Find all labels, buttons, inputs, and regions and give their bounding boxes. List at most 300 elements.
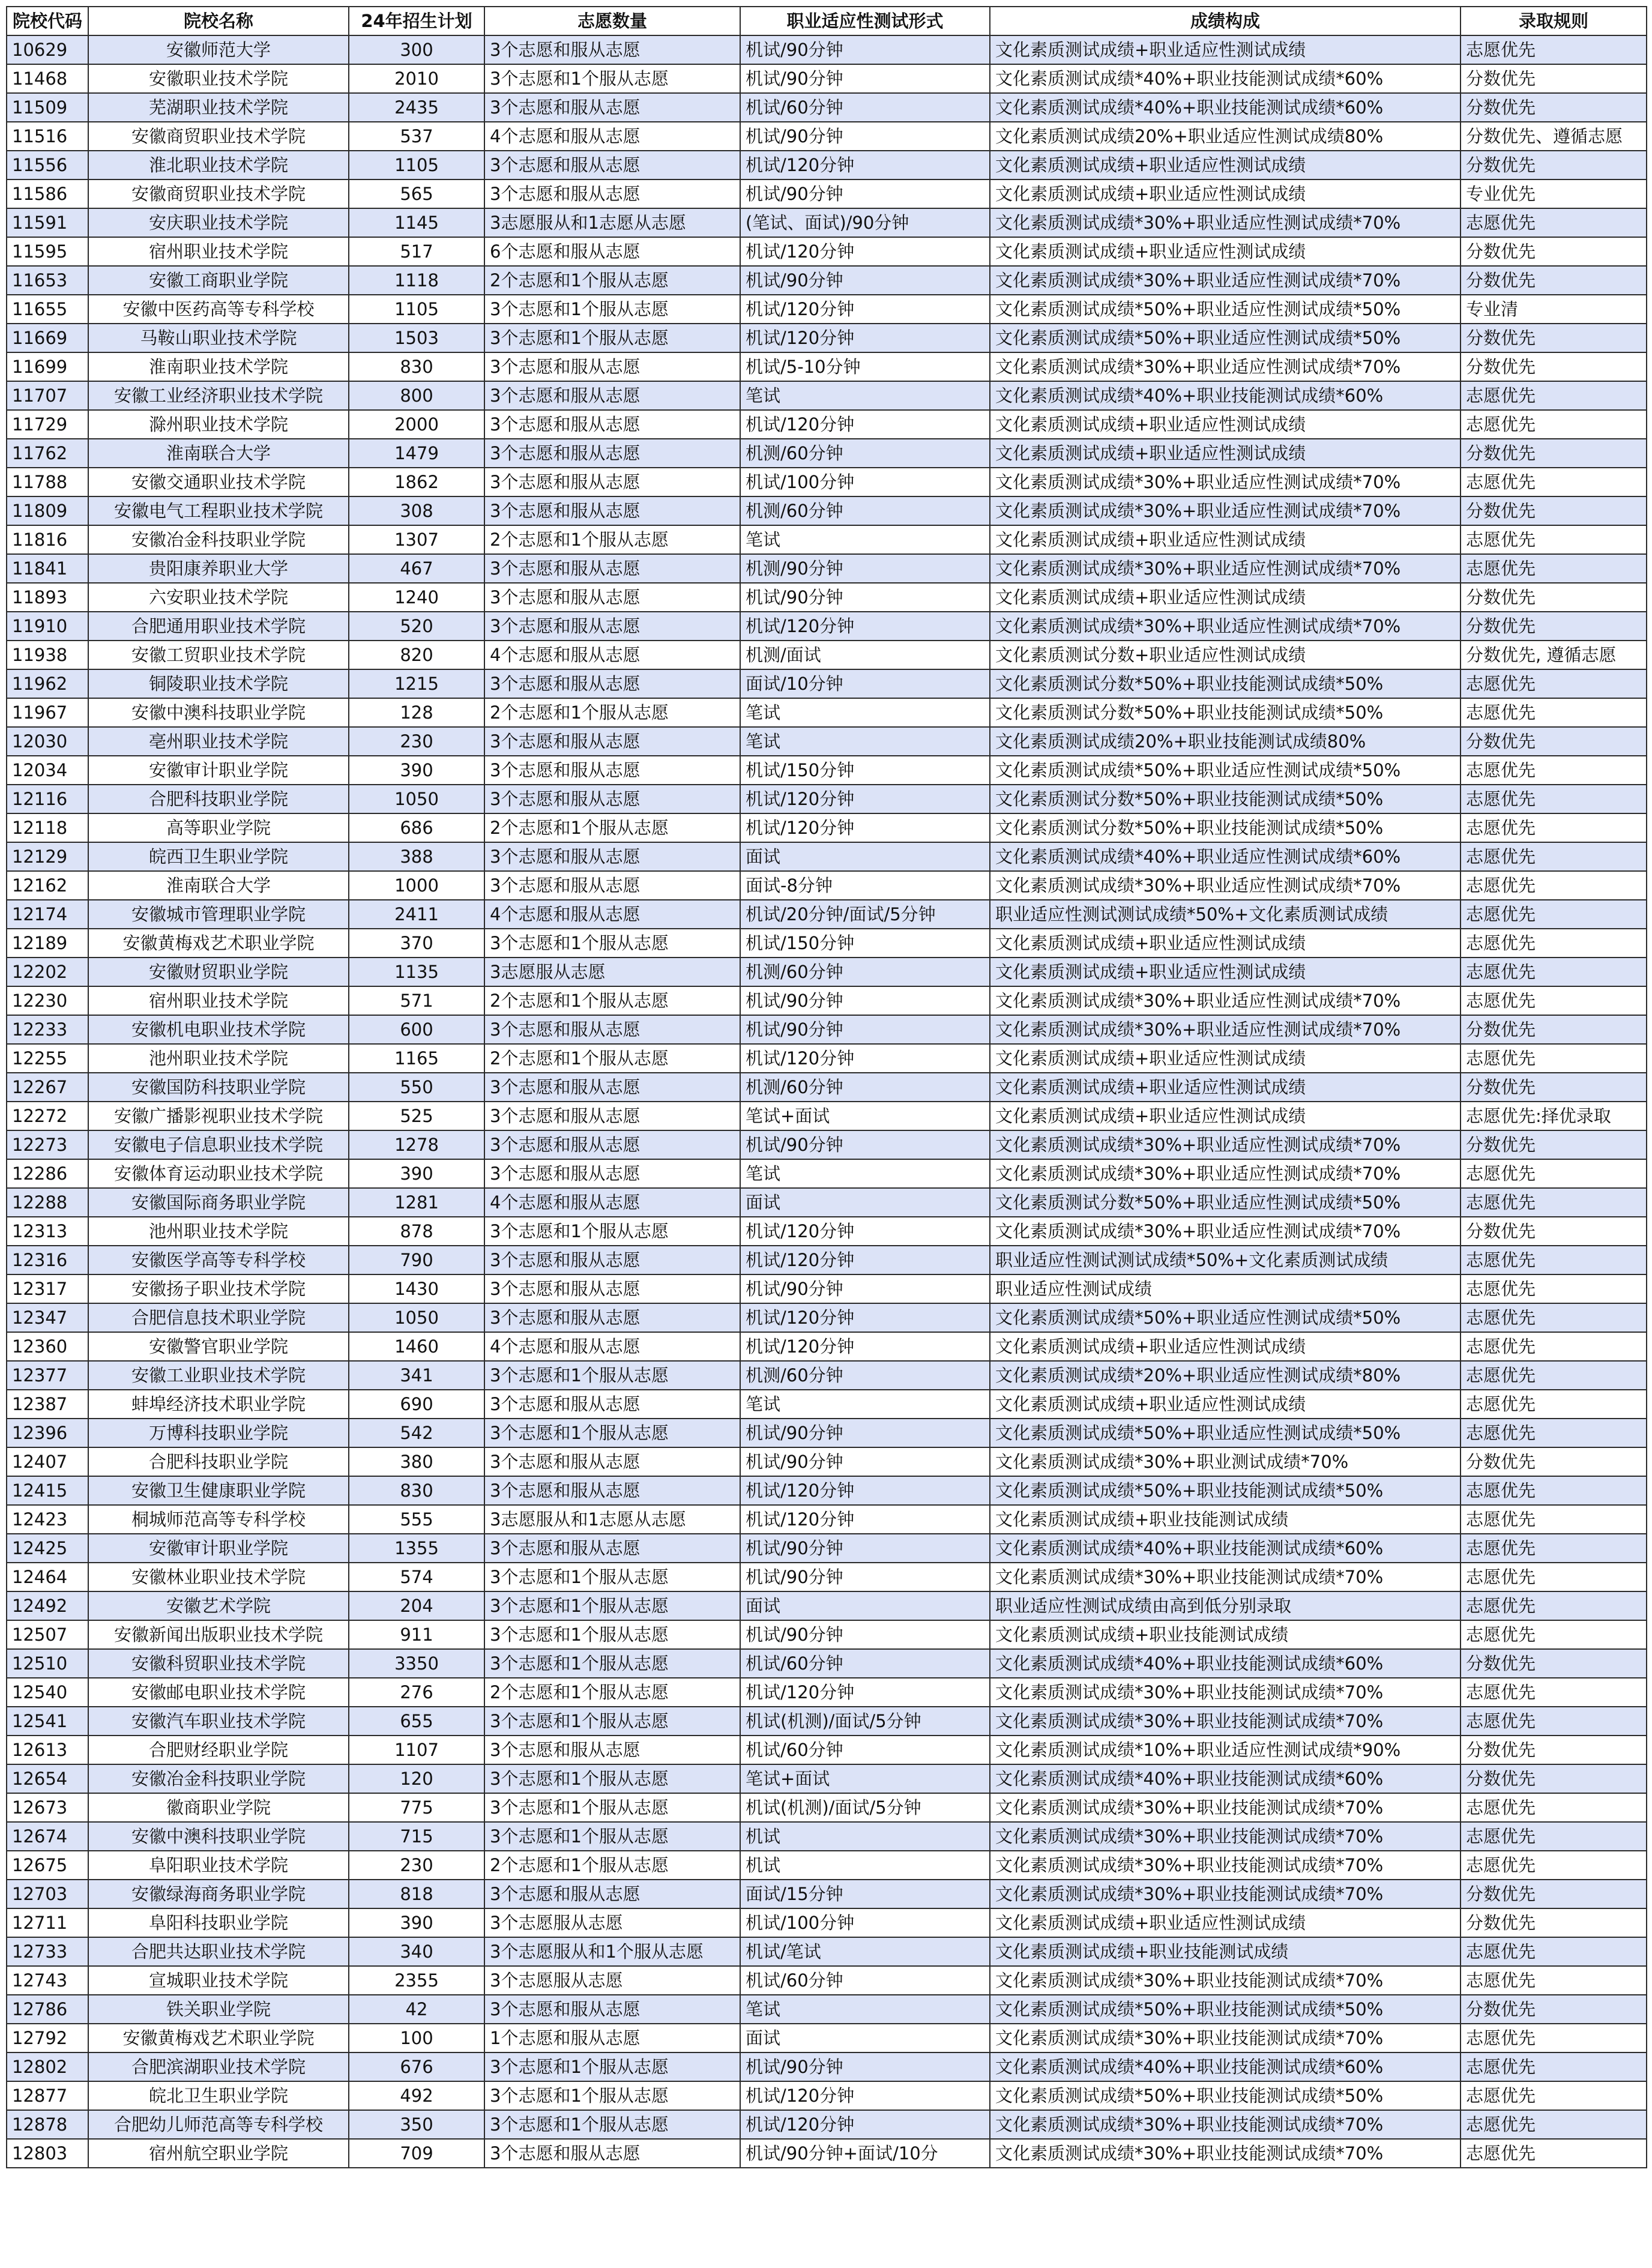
- cell-score-composition: 文化素质测试成绩*30%+职业适应性测试成绩*70%: [990, 871, 1461, 900]
- cell-volunteer-count: 3个志愿和服从志愿: [484, 1274, 740, 1303]
- cell-school-code: 11591: [7, 208, 88, 237]
- cell-school-name: 合肥滨湖职业技术学院: [88, 2052, 349, 2081]
- cell-school-name: 铜陵职业技术学院: [88, 669, 349, 698]
- table-row: [7, 1851, 1647, 1880]
- table-row: [7, 1102, 1647, 1130]
- cell-test-format: 面试: [740, 1188, 990, 1217]
- cell-enrollment-plan: 1862: [349, 468, 484, 496]
- cell-enrollment-plan: 390: [349, 1908, 484, 1937]
- cell-test-format: 机试/90分钟: [740, 583, 990, 612]
- cell-test-format: 机试/60分钟: [740, 1736, 990, 1764]
- cell-school-name: 合肥共达职业技术学院: [88, 1937, 349, 1966]
- table-row: [7, 237, 1647, 266]
- cell-score-composition: 文化素质测试成绩*30%+职业技能测试成绩*70%: [990, 1851, 1461, 1880]
- cell-score-composition: 文化素质测试成绩+职业适应性测试成绩: [990, 583, 1461, 612]
- cell-school-code: 12272: [7, 1102, 88, 1130]
- cell-school-name: 合肥科技职业学院: [88, 785, 349, 813]
- cell-school-name: 合肥财经职业学院: [88, 1736, 349, 1764]
- cell-admission-rule: 分数优先: [1461, 1736, 1647, 1764]
- cell-volunteer-count: 4个志愿和服从志愿: [484, 900, 740, 929]
- cell-enrollment-plan: 790: [349, 1246, 484, 1274]
- cell-admission-rule: 志愿优先: [1461, 669, 1647, 698]
- cell-volunteer-count: 3个志愿和服从志愿: [484, 842, 740, 871]
- cell-admission-rule: 志愿优先: [1461, 756, 1647, 785]
- cell-school-name: 安徽警官职业学院: [88, 1332, 349, 1361]
- table-row: [7, 1130, 1647, 1159]
- header-row: [7, 7, 1647, 35]
- cell-school-name: 宿州职业技术学院: [88, 986, 349, 1015]
- cell-score-composition: 文化素质测试分数*50%+职业技能测试成绩*50%: [990, 669, 1461, 698]
- cell-admission-rule: 分数优先: [1461, 237, 1647, 266]
- cell-school-name: 安徽商贸职业技术学院: [88, 179, 349, 208]
- cell-school-name: 高等职业学院: [88, 813, 349, 842]
- cell-score-composition: 文化素质测试成绩*50%+职业适应性测试成绩*50%: [990, 756, 1461, 785]
- cell-school-code: 11841: [7, 554, 88, 583]
- cell-score-composition: 文化素质测试成绩*30%+职业技能测试成绩*70%: [990, 1678, 1461, 1707]
- cell-score-composition: 文化素质测试成绩*30%+职业适应性测试成绩*70%: [990, 496, 1461, 525]
- cell-school-name: 安徽国防科技职业学院: [88, 1073, 349, 1102]
- cell-school-code: 12273: [7, 1130, 88, 1159]
- cell-volunteer-count: 3个志愿和服从志愿: [484, 410, 740, 439]
- cell-score-composition: 文化素质测试成绩*40%+职业适应性测试成绩*60%: [990, 842, 1461, 871]
- cell-score-composition: 文化素质测试成绩+职业适应性测试成绩: [990, 1102, 1461, 1130]
- cell-test-format: 机试/120分钟: [740, 151, 990, 179]
- cell-volunteer-count: 3个志愿和1个服从志愿: [484, 1591, 740, 1620]
- cell-enrollment-plan: 128: [349, 698, 484, 727]
- table-row: [7, 813, 1647, 842]
- cell-school-name: 池州职业技术学院: [88, 1044, 349, 1073]
- cell-school-code: 12415: [7, 1476, 88, 1505]
- cell-enrollment-plan: 2010: [349, 64, 484, 93]
- cell-school-code: 12313: [7, 1217, 88, 1246]
- table-row: [7, 1159, 1647, 1188]
- cell-enrollment-plan: 492: [349, 2081, 484, 2110]
- cell-school-code: 12711: [7, 1908, 88, 1937]
- cell-admission-rule: 志愿优先: [1461, 958, 1647, 986]
- cell-admission-rule: 分数优先: [1461, 583, 1647, 612]
- cell-admission-rule: 志愿优先: [1461, 1044, 1647, 1073]
- cell-score-composition: 文化素质测试成绩+职业适应性测试成绩: [990, 525, 1461, 554]
- cell-enrollment-plan: 2000: [349, 410, 484, 439]
- cell-score-composition: 文化素质测试成绩+职业适应性测试成绩: [990, 1044, 1461, 1073]
- cell-score-composition: 文化素质测试成绩+职业适应性测试成绩: [990, 958, 1461, 986]
- table-row: [7, 1303, 1647, 1332]
- cell-admission-rule: 志愿优先: [1461, 381, 1647, 410]
- cell-school-code: 12654: [7, 1764, 88, 1793]
- cell-school-code: 11962: [7, 669, 88, 698]
- table-row: [7, 1476, 1647, 1505]
- cell-score-composition: 文化素质测试成绩*30%+职业适应性测试成绩*70%: [990, 352, 1461, 381]
- cell-school-code: 11938: [7, 641, 88, 669]
- cell-test-format: 机试/150分钟: [740, 929, 990, 958]
- cell-test-format: 机试/100分钟: [740, 1908, 990, 1937]
- cell-school-code: 12425: [7, 1534, 88, 1563]
- cell-volunteer-count: 4个志愿和服从志愿: [484, 641, 740, 669]
- cell-school-code: 11468: [7, 64, 88, 93]
- cell-enrollment-plan: 1503: [349, 324, 484, 352]
- cell-school-code: 12675: [7, 1851, 88, 1880]
- cell-admission-rule: 志愿优先: [1461, 1591, 1647, 1620]
- cell-enrollment-plan: 340: [349, 1937, 484, 1966]
- cell-test-format: 机试/笔试: [740, 1937, 990, 1966]
- cell-score-composition: 文化素质测试成绩*50%+职业技能测试成绩*50%: [990, 1476, 1461, 1505]
- cell-test-format: 机试/90分钟+面试/10分: [740, 2139, 990, 2168]
- table-row: [7, 958, 1647, 986]
- cell-admission-rule: 分数优先: [1461, 1880, 1647, 1908]
- table-row: [7, 1563, 1647, 1591]
- cell-school-name: 安徽电气工程职业技术学院: [88, 496, 349, 525]
- cell-enrollment-plan: 300: [349, 35, 484, 64]
- cell-volunteer-count: 3个志愿和服从志愿: [484, 179, 740, 208]
- cell-volunteer-count: 3志愿服从志愿: [484, 958, 740, 986]
- cell-school-code: 12786: [7, 1995, 88, 2024]
- cell-school-name: 合肥科技职业学院: [88, 1447, 349, 1476]
- cell-enrollment-plan: 775: [349, 1793, 484, 1822]
- table-row: [7, 2024, 1647, 2052]
- cell-enrollment-plan: 555: [349, 1505, 484, 1534]
- cell-school-name: 皖西卫生职业学院: [88, 842, 349, 871]
- cell-score-composition: 文化素质测试成绩*30%+职业技能测试成绩*70%: [990, 1880, 1461, 1908]
- table-row: [7, 583, 1647, 612]
- table-row: [7, 2081, 1647, 2110]
- cell-school-name: 安徽工贸职业技术学院: [88, 641, 349, 669]
- cell-enrollment-plan: 690: [349, 1390, 484, 1419]
- cell-school-name: 安庆职业技术学院: [88, 208, 349, 237]
- cell-score-composition: 文化素质测试成绩*40%+职业技能测试成绩*60%: [990, 64, 1461, 93]
- cell-school-name: 万博科技职业学院: [88, 1419, 349, 1447]
- cell-test-format: 机试/120分钟: [740, 813, 990, 842]
- cell-school-code: 12347: [7, 1303, 88, 1332]
- cell-enrollment-plan: 818: [349, 1880, 484, 1908]
- cell-enrollment-plan: 1278: [349, 1130, 484, 1159]
- cell-enrollment-plan: 230: [349, 727, 484, 756]
- cell-score-composition: 文化素质测试成绩+职业适应性测试成绩: [990, 1390, 1461, 1419]
- cell-school-code: 11707: [7, 381, 88, 410]
- cell-test-format: 机试: [740, 1851, 990, 1880]
- cell-enrollment-plan: 341: [349, 1361, 484, 1390]
- table-row: [7, 612, 1647, 641]
- cell-score-composition: 文化素质测试成绩*30%+职业测试成绩*70%: [990, 1447, 1461, 1476]
- cell-test-format: 机试/90分钟: [740, 1563, 990, 1591]
- cell-school-code: 12030: [7, 727, 88, 756]
- cell-enrollment-plan: 709: [349, 2139, 484, 2168]
- cell-volunteer-count: 4个志愿和服从志愿: [484, 1188, 740, 1217]
- cell-test-format: 机试/120分钟: [740, 1678, 990, 1707]
- header-school-name: 院校名称: [88, 7, 349, 35]
- cell-school-name: 安徽黄梅戏艺术职业学院: [88, 2024, 349, 2052]
- cell-enrollment-plan: 1460: [349, 1332, 484, 1361]
- cell-test-format: 机试/120分钟: [740, 612, 990, 641]
- cell-admission-rule: 分数优先: [1461, 151, 1647, 179]
- cell-volunteer-count: 3个志愿和服从志愿: [484, 1303, 740, 1332]
- cell-school-code: 11788: [7, 468, 88, 496]
- cell-score-composition: 文化素质测试成绩*30%+职业适应性测试成绩*70%: [990, 554, 1461, 583]
- cell-enrollment-plan: 230: [349, 1851, 484, 1880]
- cell-school-code: 12189: [7, 929, 88, 958]
- cell-school-code: 12743: [7, 1966, 88, 1995]
- cell-school-name: 安徽电子信息职业技术学院: [88, 1130, 349, 1159]
- cell-score-composition: 文化素质测试成绩*30%+职业技能测试成绩*70%: [990, 1822, 1461, 1851]
- cell-enrollment-plan: 380: [349, 1447, 484, 1476]
- cell-admission-rule: 志愿优先: [1461, 208, 1647, 237]
- cell-school-name: 安徽艺术学院: [88, 1591, 349, 1620]
- cell-volunteer-count: 3个志愿和服从志愿: [484, 496, 740, 525]
- cell-school-name: 淮北职业技术学院: [88, 151, 349, 179]
- header-enrollment-plan: 24年招生计划: [349, 7, 484, 35]
- table-row: [7, 1447, 1647, 1476]
- cell-volunteer-count: 3个志愿和服从志愿: [484, 1995, 740, 2024]
- table-body: [7, 35, 1647, 2168]
- cell-school-name: 安徽机电职业技术学院: [88, 1015, 349, 1044]
- cell-school-name: 阜阳科技职业学院: [88, 1908, 349, 1937]
- cell-enrollment-plan: 3350: [349, 1649, 484, 1678]
- cell-volunteer-count: 3个志愿和服从志愿: [484, 1246, 740, 1274]
- table-row: [7, 1073, 1647, 1102]
- cell-score-composition: 文化素质测试成绩*30%+职业适应性测试成绩*70%: [990, 468, 1461, 496]
- cell-score-composition: 文化素质测试成绩*40%+职业技能测试成绩*60%: [990, 1649, 1461, 1678]
- cell-school-name: 安徽国际商务职业学院: [88, 1188, 349, 1217]
- cell-volunteer-count: 3个志愿和1个服从志愿: [484, 1419, 740, 1447]
- cell-enrollment-plan: 911: [349, 1620, 484, 1649]
- cell-score-composition: 文化素质测试成绩*40%+职业技能测试成绩*60%: [990, 381, 1461, 410]
- table-row: [7, 151, 1647, 179]
- cell-school-name: 安徽城市管理职业学院: [88, 900, 349, 929]
- cell-school-code: 12507: [7, 1620, 88, 1649]
- table-row: [7, 1419, 1647, 1447]
- cell-admission-rule: 志愿优先: [1461, 1851, 1647, 1880]
- cell-school-name: 亳州职业技术学院: [88, 727, 349, 756]
- cell-school-name: 安徽扬子职业技术学院: [88, 1274, 349, 1303]
- table-row: [7, 1822, 1647, 1851]
- cell-school-name: 安徽汽车职业技术学院: [88, 1707, 349, 1736]
- cell-school-name: 蚌埠经济技术职业学院: [88, 1390, 349, 1419]
- cell-school-code: 11556: [7, 151, 88, 179]
- cell-test-format: 机测/60分钟: [740, 1073, 990, 1102]
- cell-school-code: 11762: [7, 439, 88, 468]
- table-row: [7, 410, 1647, 439]
- cell-test-format: 机试/60分钟: [740, 1649, 990, 1678]
- cell-volunteer-count: 3个志愿和1个服从志愿: [484, 1822, 740, 1851]
- cell-school-code: 11699: [7, 352, 88, 381]
- cell-admission-rule: 志愿优先: [1461, 1620, 1647, 1649]
- cell-test-format: 面试-8分钟: [740, 871, 990, 900]
- cell-test-format: 面试/15分钟: [740, 1880, 990, 1908]
- cell-score-composition: 文化素质测试成绩*30%+职业适应性测试成绩*70%: [990, 266, 1461, 295]
- cell-school-code: 12316: [7, 1246, 88, 1274]
- cell-volunteer-count: 3个志愿和1个服从志愿: [484, 324, 740, 352]
- cell-test-format: 机试/120分钟: [740, 1217, 990, 1246]
- cell-admission-rule: 分数优先: [1461, 612, 1647, 641]
- cell-school-name: 宿州航空职业学院: [88, 2139, 349, 2168]
- cell-score-composition: 文化素质测试分数*50%+职业技能测试成绩*50%: [990, 785, 1461, 813]
- cell-test-format: 机测/60分钟: [740, 439, 990, 468]
- cell-enrollment-plan: 517: [349, 237, 484, 266]
- cell-school-name: 淮南联合大学: [88, 871, 349, 900]
- cell-enrollment-plan: 655: [349, 1707, 484, 1736]
- cell-enrollment-plan: 1430: [349, 1274, 484, 1303]
- table-row: [7, 295, 1647, 324]
- table-row: [7, 1332, 1647, 1361]
- cell-school-code: 12317: [7, 1274, 88, 1303]
- cell-volunteer-count: 3个志愿和服从志愿: [484, 1073, 740, 1102]
- cell-school-code: 12673: [7, 1793, 88, 1822]
- table-row: [7, 986, 1647, 1015]
- cell-enrollment-plan: 1050: [349, 785, 484, 813]
- cell-admission-rule: 志愿优先: [1461, 1246, 1647, 1274]
- cell-enrollment-plan: 574: [349, 1563, 484, 1591]
- cell-test-format: 机测/90分钟: [740, 554, 990, 583]
- table-row: [7, 698, 1647, 727]
- cell-admission-rule: 志愿优先: [1461, 1563, 1647, 1591]
- cell-volunteer-count: 2个志愿和1个服从志愿: [484, 1044, 740, 1073]
- cell-enrollment-plan: 525: [349, 1102, 484, 1130]
- cell-score-composition: 文化素质测试成绩*30%+职业技能测试成绩*70%: [990, 2024, 1461, 2052]
- cell-test-format: 笔试: [740, 1390, 990, 1419]
- cell-school-code: 12540: [7, 1678, 88, 1707]
- cell-school-name: 池州职业技术学院: [88, 1217, 349, 1246]
- cell-enrollment-plan: 542: [349, 1419, 484, 1447]
- cell-school-name: 淮南联合大学: [88, 439, 349, 468]
- cell-admission-rule: 分数优先: [1461, 324, 1647, 352]
- cell-volunteer-count: 2个志愿和1个服从志愿: [484, 986, 740, 1015]
- cell-school-name: 安徽冶金科技职业学院: [88, 1764, 349, 1793]
- cell-enrollment-plan: 830: [349, 1476, 484, 1505]
- cell-school-name: 安徽交通职业技术学院: [88, 468, 349, 496]
- cell-school-code: 12510: [7, 1649, 88, 1678]
- cell-volunteer-count: 3个志愿和服从志愿: [484, 35, 740, 64]
- cell-enrollment-plan: 1307: [349, 525, 484, 554]
- cell-school-name: 安徽体育运动职业技术学院: [88, 1159, 349, 1188]
- cell-enrollment-plan: 1479: [349, 439, 484, 468]
- cell-school-code: 12129: [7, 842, 88, 871]
- cell-score-composition: 文化素质测试成绩*50%+职业适应性测试成绩*50%: [990, 1419, 1461, 1447]
- cell-school-code: 12407: [7, 1447, 88, 1476]
- cell-score-composition: 职业适应性测试测试成绩*50%+文化素质测试成绩: [990, 1246, 1461, 1274]
- cell-enrollment-plan: 100: [349, 2024, 484, 2052]
- cell-admission-rule: 分数优先: [1461, 266, 1647, 295]
- cell-test-format: 机试/120分钟: [740, 1505, 990, 1534]
- cell-volunteer-count: 6个志愿和服从志愿: [484, 237, 740, 266]
- cell-test-format: 机试/90分钟: [740, 35, 990, 64]
- cell-test-format: 机试/90分钟: [740, 1274, 990, 1303]
- cell-enrollment-plan: 571: [349, 986, 484, 1015]
- cell-score-composition: 文化素质测试成绩*40%+职业技能测试成绩*60%: [990, 1534, 1461, 1563]
- cell-volunteer-count: 3个志愿和1个服从志愿: [484, 2110, 740, 2139]
- cell-score-composition: 文化素质测试成绩*30%+职业技能测试成绩*70%: [990, 1707, 1461, 1736]
- table-row: [7, 1217, 1647, 1246]
- header-volunteer-count: 志愿数量: [484, 7, 740, 35]
- cell-test-format: 机试/90分钟: [740, 1419, 990, 1447]
- cell-school-code: 12396: [7, 1419, 88, 1447]
- cell-enrollment-plan: 1118: [349, 266, 484, 295]
- cell-volunteer-count: 3个志愿和1个服从志愿: [484, 1563, 740, 1591]
- table-row: [7, 1678, 1647, 1707]
- cell-test-format: 机试/120分钟: [740, 1332, 990, 1361]
- cell-enrollment-plan: 1240: [349, 583, 484, 612]
- cell-school-name: 贵阳康养职业大学: [88, 554, 349, 583]
- cell-volunteer-count: 3个志愿和1个服从志愿: [484, 929, 740, 958]
- cell-volunteer-count: 3个志愿和服从志愿: [484, 727, 740, 756]
- cell-test-format: 机试/90分钟: [740, 2052, 990, 2081]
- table-row: [7, 1534, 1647, 1563]
- cell-enrollment-plan: 2411: [349, 900, 484, 929]
- header-test-format: 职业适应性测试形式: [740, 7, 990, 35]
- cell-enrollment-plan: 390: [349, 1159, 484, 1188]
- cell-school-name: 安徽师范大学: [88, 35, 349, 64]
- cell-school-code: 12034: [7, 756, 88, 785]
- cell-test-format: 机试/150分钟: [740, 756, 990, 785]
- cell-school-code: 12174: [7, 900, 88, 929]
- cell-school-code: 12360: [7, 1332, 88, 1361]
- cell-volunteer-count: 3个志愿和1个服从志愿: [484, 2081, 740, 2110]
- cell-test-format: 机试/90分钟: [740, 64, 990, 93]
- cell-school-code: 12377: [7, 1361, 88, 1390]
- table-row: [7, 1649, 1647, 1678]
- cell-score-composition: 文化素质测试成绩*30%+职业适应性测试成绩*70%: [990, 208, 1461, 237]
- cell-admission-rule: 志愿优先: [1461, 842, 1647, 871]
- table-row: [7, 929, 1647, 958]
- cell-admission-rule: 分数优先: [1461, 64, 1647, 93]
- cell-test-format: 机试/120分钟: [740, 2081, 990, 2110]
- cell-admission-rule: 志愿优先: [1461, 35, 1647, 64]
- cell-school-code: 12613: [7, 1736, 88, 1764]
- cell-score-composition: 文化素质测试成绩+职业适应性测试成绩: [990, 1073, 1461, 1102]
- cell-score-composition: 文化素质测试成绩*10%+职业适应性测试成绩*90%: [990, 1736, 1461, 1764]
- cell-school-name: 宿州职业技术学院: [88, 237, 349, 266]
- cell-school-name: 安徽新闻出版职业技术学院: [88, 1620, 349, 1649]
- cell-volunteer-count: 2个志愿和1个服从志愿: [484, 698, 740, 727]
- header-score-composition: 成绩构成: [990, 7, 1461, 35]
- cell-volunteer-count: 3个志愿和服从志愿: [484, 554, 740, 583]
- cell-volunteer-count: 3个志愿和1个服从志愿: [484, 1793, 740, 1822]
- cell-score-composition: 文化素质测试成绩*30%+职业适应性测试成绩*70%: [990, 1159, 1461, 1188]
- cell-score-composition: 文化素质测试成绩+职业适应性测试成绩: [990, 439, 1461, 468]
- table-row: [7, 352, 1647, 381]
- cell-score-composition: 文化素质测试成绩*30%+职业适应性测试成绩*70%: [990, 1130, 1461, 1159]
- cell-score-composition: 文化素质测试成绩*50%+职业适应性测试成绩*50%: [990, 295, 1461, 324]
- cell-test-format: 面试: [740, 842, 990, 871]
- cell-school-code: 11809: [7, 496, 88, 525]
- cell-score-composition: 文化素质测试成绩+职业适应性测试成绩: [990, 179, 1461, 208]
- cell-school-code: 11586: [7, 179, 88, 208]
- cell-school-code: 12255: [7, 1044, 88, 1073]
- table-row: [7, 1937, 1647, 1966]
- cell-enrollment-plan: 467: [349, 554, 484, 583]
- table-row: [7, 785, 1647, 813]
- cell-score-composition: 职业适应性测试测试成绩*50%+文化素质测试成绩: [990, 900, 1461, 929]
- cell-enrollment-plan: 1215: [349, 669, 484, 698]
- cell-admission-rule: 志愿优先: [1461, 1678, 1647, 1707]
- cell-school-code: 12267: [7, 1073, 88, 1102]
- cell-enrollment-plan: 350: [349, 2110, 484, 2139]
- cell-school-code: 11595: [7, 237, 88, 266]
- cell-volunteer-count: 2个志愿和1个服从志愿: [484, 813, 740, 842]
- cell-school-code: 12733: [7, 1937, 88, 1966]
- cell-school-name: 安徽邮电职业技术学院: [88, 1678, 349, 1707]
- cell-school-name: 安徽中澳科技职业学院: [88, 1822, 349, 1851]
- table-row: [7, 1015, 1647, 1044]
- cell-test-format: 机测/60分钟: [740, 958, 990, 986]
- cell-test-format: 机试/120分钟: [740, 1476, 990, 1505]
- table-row: [7, 1274, 1647, 1303]
- cell-score-composition: 文化素质测试成绩*40%+职业技能测试成绩*60%: [990, 2052, 1461, 2081]
- cell-volunteer-count: 3个志愿和服从志愿: [484, 1534, 740, 1563]
- cell-admission-rule: 志愿优先: [1461, 1332, 1647, 1361]
- table-row: [7, 208, 1647, 237]
- cell-volunteer-count: 3个志愿和服从志愿: [484, 785, 740, 813]
- cell-admission-rule: 志愿优先: [1461, 1966, 1647, 1995]
- cell-school-name: 安徽冶金科技职业学院: [88, 525, 349, 554]
